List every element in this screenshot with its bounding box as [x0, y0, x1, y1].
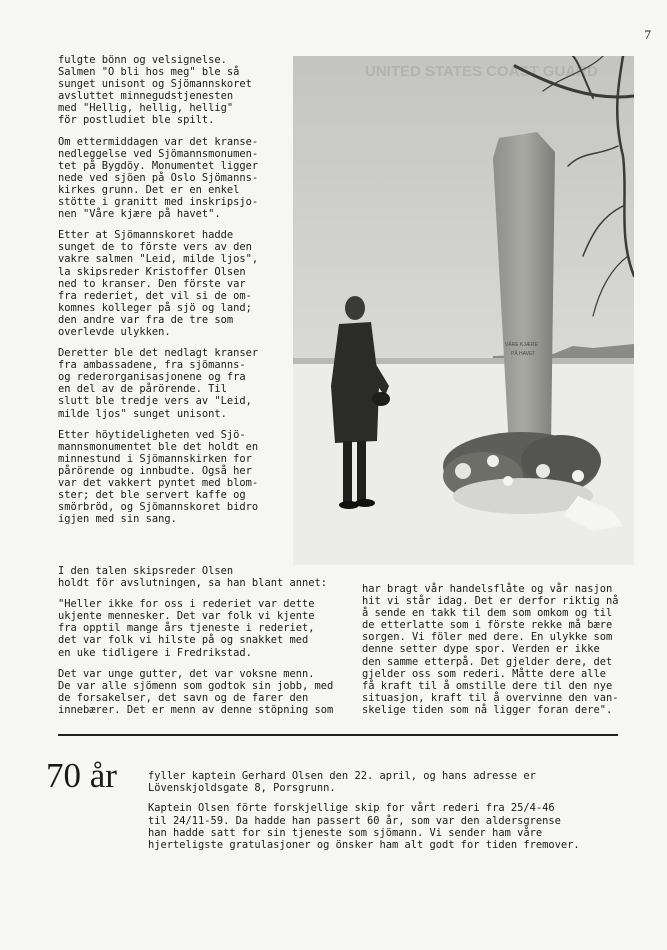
paragraph: Deretter ble det nedlagt kranser fra ambassadene, fra sjömanns- og rederorganisasjonene og fra en del av de pårörende. Til slutt ble tredje vers av "Leid, milde ljos" sunget unisont. [58, 347, 259, 420]
paragraph: Det var unge gutter, det var voksne menn. De var alle sjömenn som godtok sin jobb, med de forsakelser, det savn og de farer den innebærer. Det er menn av denne stöpning som [58, 667, 334, 716]
paragraph: har bragt vår handelsflåte og vår nasjon hit vi står idag. Det er derfor riktig nå å sende en takk til dem som omkom og til de etterlatte som i förste rekke må bære sorgen. Vi föler med dere. En ulykke som denne setter dype spor. Verden er ikke den samme etterpå. Det gjelder dere, det gjelder oss som rederi. Måtte dere alle få kraft til å omstille dere til den nye situasjon, kraft til å overvinne den van- skelige tiden som nå ligger foran dere". [362, 583, 619, 716]
memorial-photo [293, 56, 634, 565]
paragraph: Kaptein Olsen förte forskjellige skip for vårt rederi fra 25/4-46 til 24/11-59. Da hadde han passert 60 år, som var den aldersgrense han hadde satt for sin tjeneste som sjömann. Vi sender ham våre hjerteligste gratulasjoner og önsker ham alt godt for tiden fremover. [148, 802, 580, 852]
page-number: 7 [644, 27, 651, 42]
paragraph: Etter höytideligheten ved Sjö- mannsmonumentet ble det holdt en minnestund i Sjömannskirken for pårörende og innbudte. Også her var det vakkert pyntet med blom- ster; det ble servert kaffe og smörbröd, og Sjömannskoret bidro igjen med sin sang. [58, 428, 259, 526]
section-divider [58, 734, 618, 736]
article-left-column [58, 54, 296, 534]
paragraph: I den talen skipsreder Olsen holdt för avslutningen, sa han blant annet: [58, 565, 327, 590]
article-bottom-right [362, 583, 624, 725]
paragraph: fyller kaptein Gerhard Olsen den 22. april, og hans adresse er Lövenskjoldsgate 8, Porsgrunn. [148, 770, 536, 795]
obelisk-inscription: VÅRE KJÆRE PÅ HAVET [505, 342, 538, 357]
paragraph: Etter at Sjömannskoret hadde sunget de to förste vers av den vakre salmen "Leid, milde ljos", la skipsreder Kristoffer Olsen ned to kranser. Den förste var fra rederiet, det vil si de om- komnes kolleger på sjö og land; den andre var fra de tre som overlevde ulykken. [58, 229, 259, 338]
banner-text: UNITED STATES COAST GUARD [365, 63, 598, 80]
birthday-heading: 70 år [46, 756, 117, 795]
article-bottom-left [58, 565, 348, 725]
paragraph: "Heller ikke for oss i rederiet var dette ukjente mennesker. Det var folk vi kjente fra opptil mange års tjeneste i rederiet, det var folk vi hilste på og snakket med en uke tidligere i Fredrikstad. [58, 598, 315, 659]
paragraph: fulgte bönn og velsignelse. Salmen "O bli hos meg" ble så sunget unisont og Sjömannskoret avsluttet minnegudstjenesten med "Hellig, hellig, hellig" för postludiet ble spilt. [58, 54, 252, 127]
birthday-notice [148, 770, 580, 859]
paragraph: Om ettermiddagen var det kranse- nedleggelse ved Sjömannsmonumen- tet på Bygdöy. Monumentet ligger nede ved sjöen på Oslo Sjömanns- kirkes grunn. Det er en enkel stötte i granitt med inskripsjo- nen "Våre kjære på havet". [58, 135, 259, 221]
